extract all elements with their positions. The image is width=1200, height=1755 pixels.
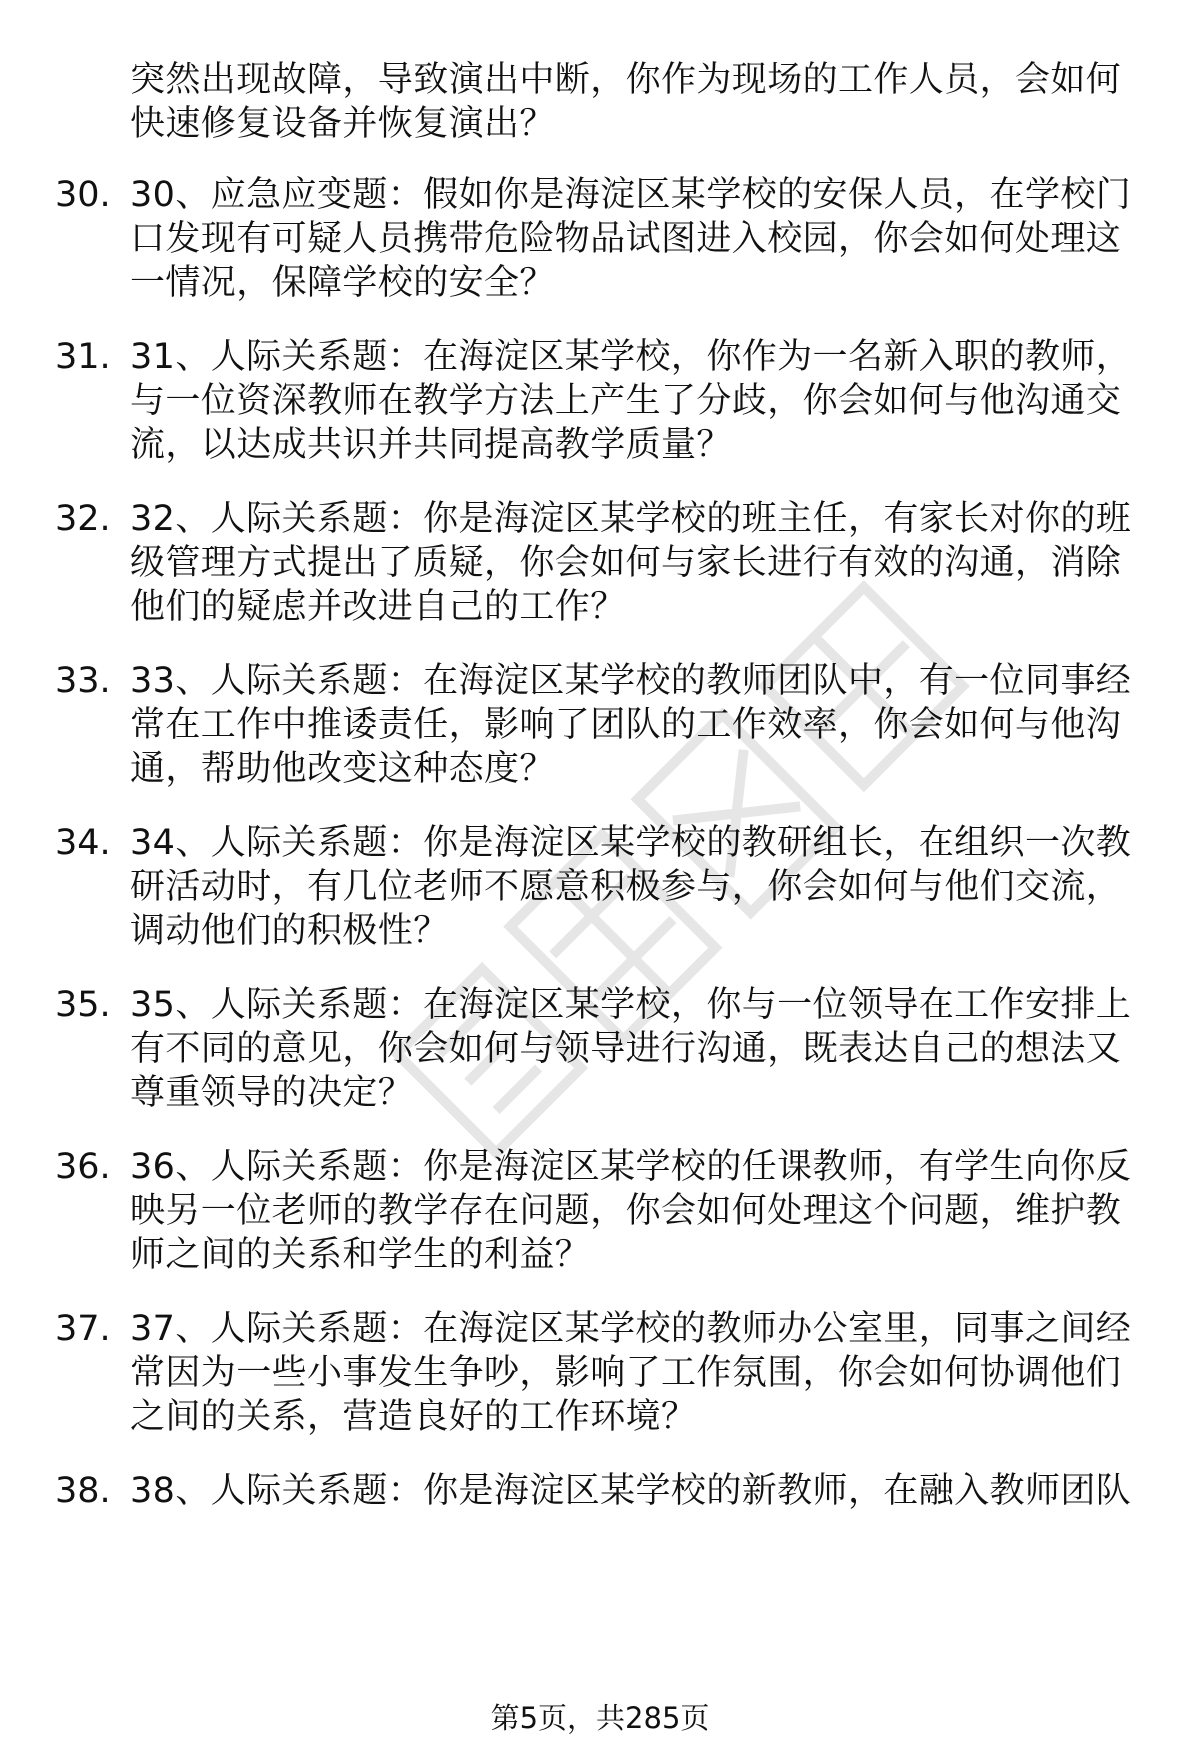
list-item <box>55 1145 1145 1277</box>
item-text: 31、人际关系题：在海淀区某学校，你作为一名新入职的教师，与一位资深教师在教学方法上产生了分歧，你会如何与他沟通交流，以达成共识并共同提高教学质量？ <box>130 337 1132 465</box>
continuation-text: 突然出现故障，导致演出中断，你作为现场的工作人员，会如何快速修复设备并恢复演出？ <box>130 60 1122 144</box>
item-number: 38. <box>55 1471 111 1511</box>
item-text: 37、人际关系题：在海淀区某学校的教师办公室里，同事之间经常因为一些小事发生争吵，影响了工作氛围，你会如何协调他们之间的关系，营造良好的工作环境？ <box>130 1309 1132 1437</box>
item-number: 32. <box>55 499 111 539</box>
list-item <box>55 983 1145 1115</box>
continuation-paragraph <box>55 58 1145 146</box>
item-text: 38、人际关系题：你是海淀区某学校的新教师，在融入教师团队 <box>130 1471 1132 1511</box>
item-text: 30、应急应变题：假如你是海淀区某学校的安保人员，在学校门口发现有可疑人员携带危险物品试图进入校园，你会如何处理这一情况，保障学校的安全？ <box>130 175 1132 303</box>
list-item <box>55 1307 1145 1439</box>
list-item <box>55 173 1145 305</box>
item-text: 33、人际关系题：在海淀区某学校的教师团队中，有一位同事经常在工作中推诿责任，影响了团队的工作效率，你会如何与他沟通，帮助他改变这种态度？ <box>130 661 1132 789</box>
page-footer: 第5页，共285页 <box>490 1701 710 1735</box>
list-item <box>55 821 1145 953</box>
list-item <box>55 659 1145 791</box>
list-item <box>55 335 1145 467</box>
item-number: 30. <box>55 175 111 215</box>
item-text: 32、人际关系题：你是海淀区某学校的班主任，有家长对你的班级管理方式提出了质疑，你会如何与家长进行有效的沟通，消除他们的疑虑并改进自己的工作？ <box>130 499 1132 627</box>
item-text: 36、人际关系题：你是海淀区某学校的任课教师，有学生向你反映另一位老师的教学存在问题，你会如何处理这个问题，维护教师之间的关系和学生的利益？ <box>130 1147 1132 1275</box>
item-text: 34、人际关系题：你是海淀区某学校的教研组长，在组织一次教研活动时，有几位老师不愿意积极参与，你会如何与他们交流，调动他们的积极性？ <box>130 823 1132 951</box>
item-number: 34. <box>55 823 111 863</box>
item-number: 33. <box>55 661 111 701</box>
item-number: 31. <box>55 337 111 377</box>
item-text: 35、人际关系题：在海淀区某学校，你与一位领导在工作安排上有不同的意见，你会如何与领导进行沟通，既表达自己的想法又尊重领导的决定？ <box>130 985 1132 1113</box>
item-number: 36. <box>55 1147 111 1187</box>
list-item <box>55 497 1145 629</box>
list-item <box>55 1469 1145 1513</box>
item-number: 37. <box>55 1309 111 1349</box>
item-number: 35. <box>55 985 111 1025</box>
